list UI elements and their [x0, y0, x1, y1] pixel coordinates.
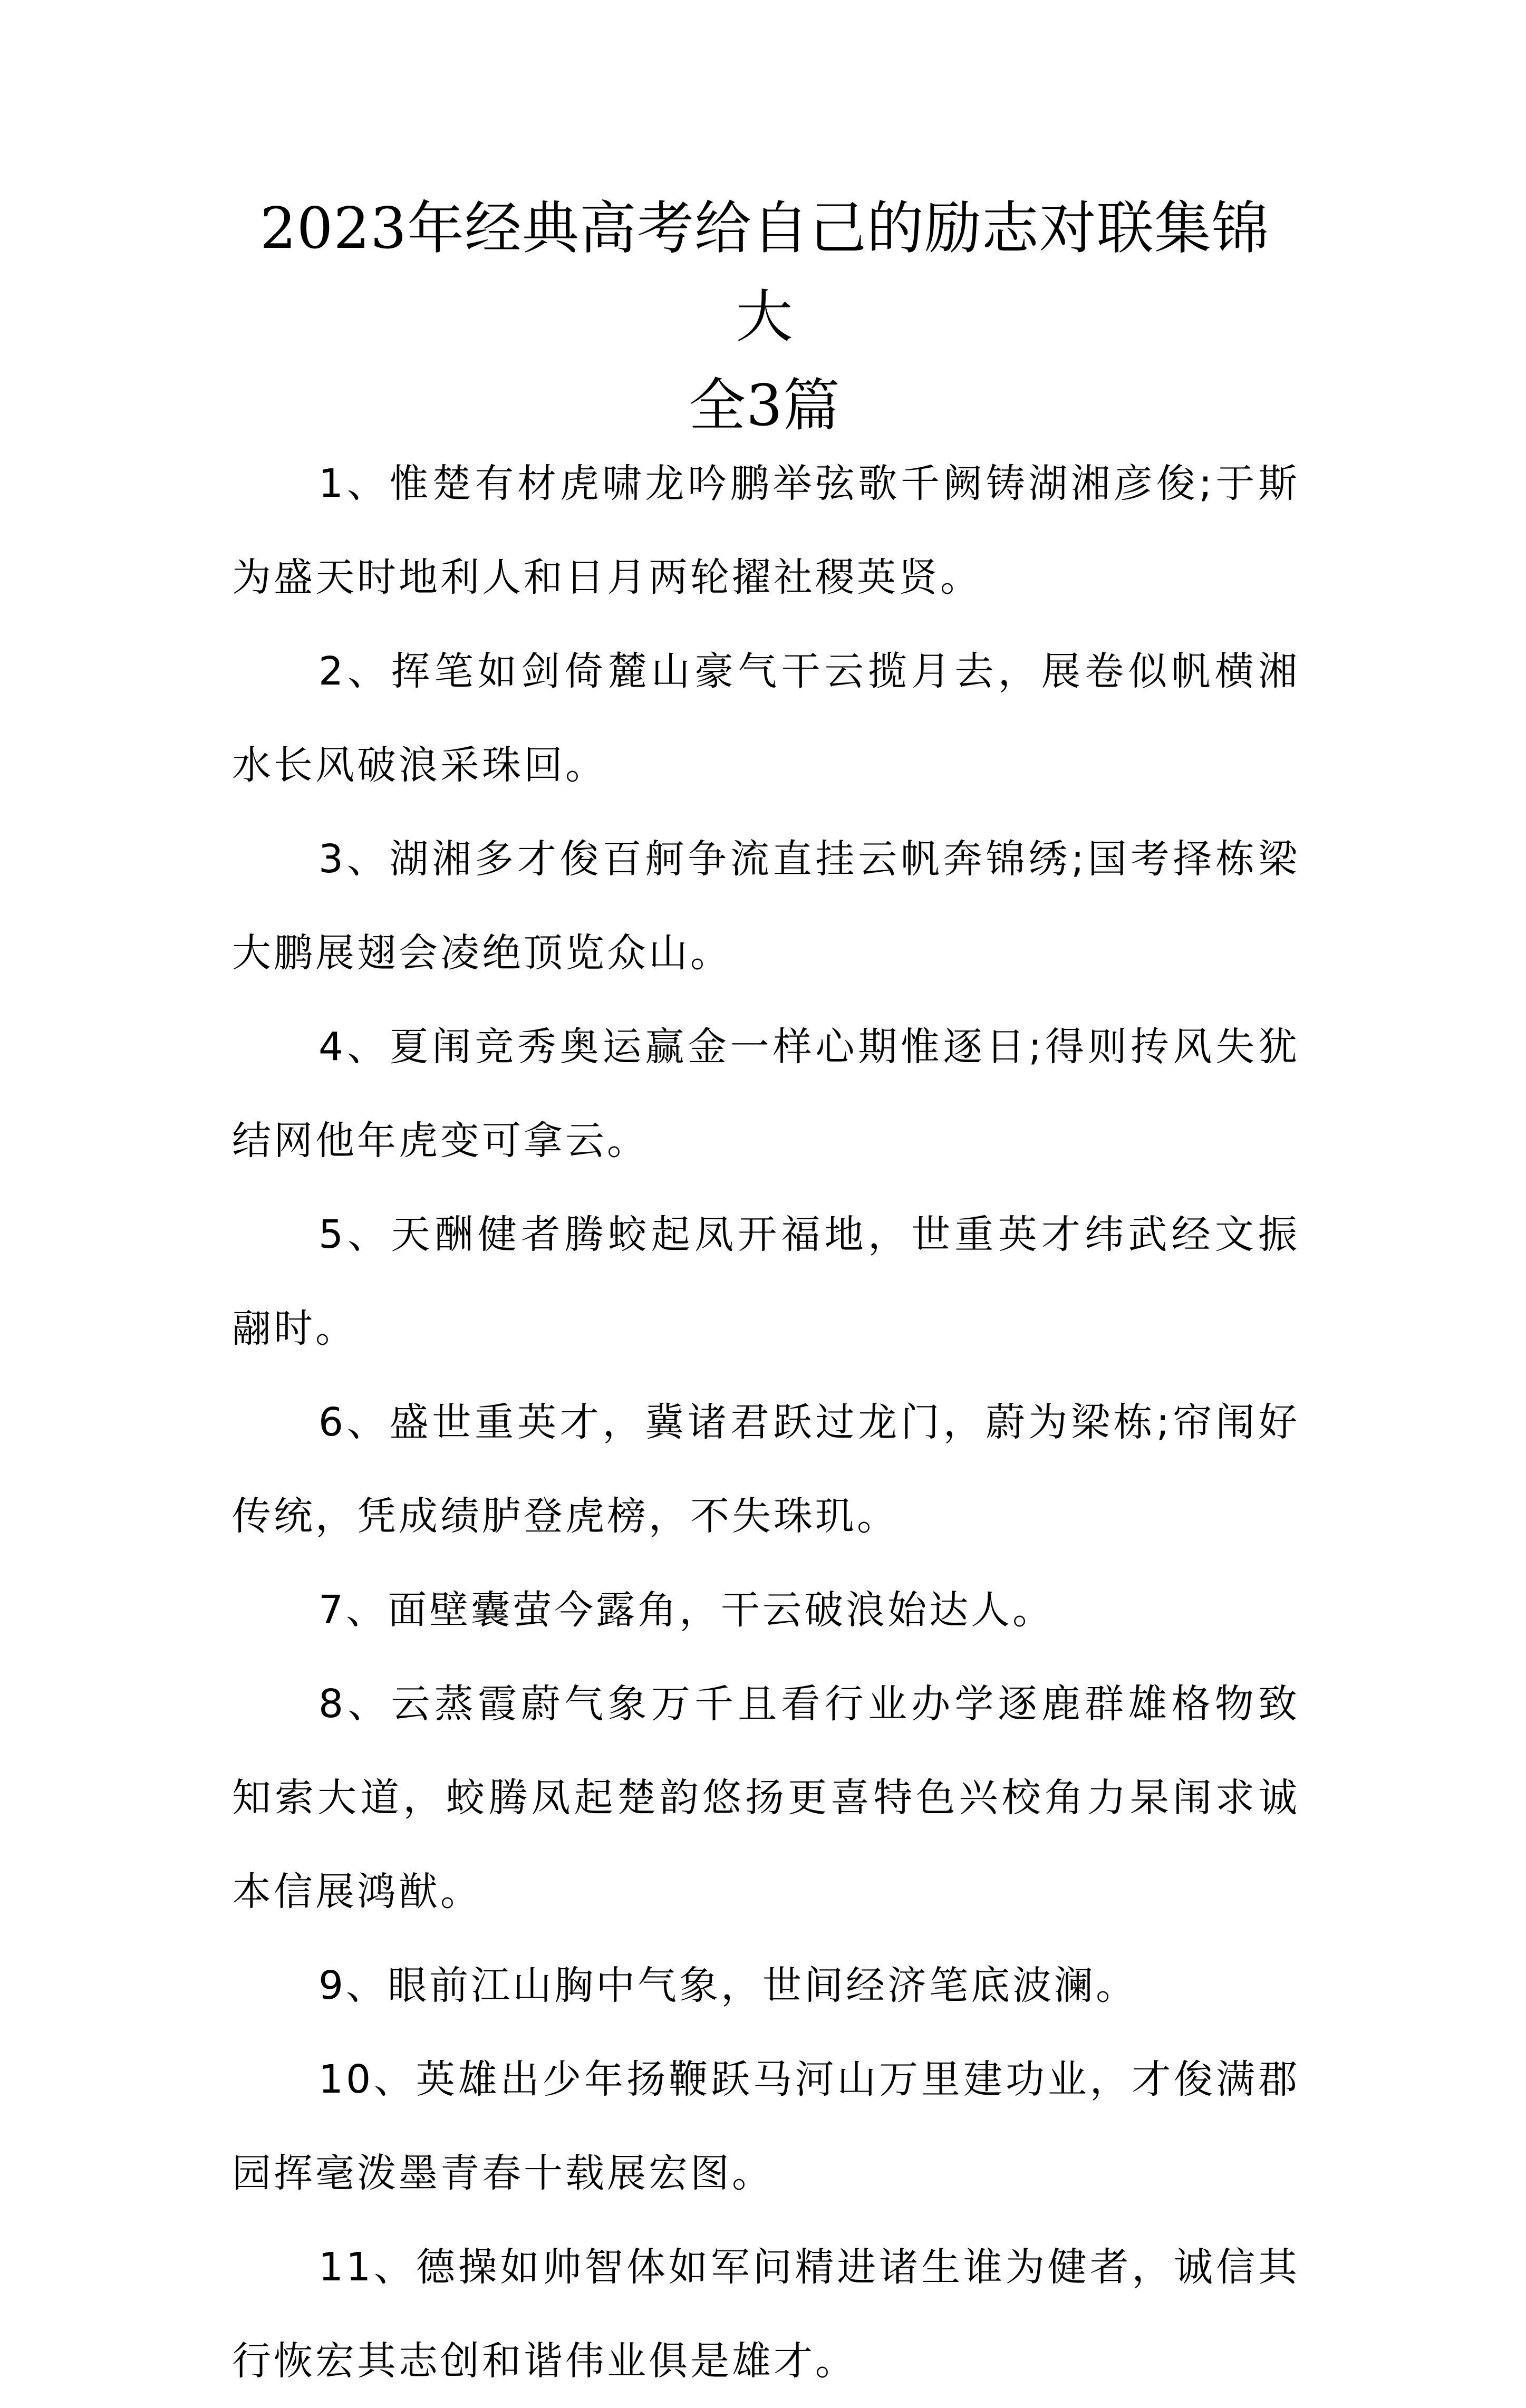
couplet-paragraph-4: 4、夏闱竞秀奥运赢金一样心期惟逐日;得则抟风失犹结网他年虎变可拿云。	[232, 1024, 1300, 1163]
title-line-2: 全3篇	[689, 373, 841, 439]
document-body	[232, 437, 1300, 2408]
couplet-paragraph-6: 6、盛世重英才，冀诸君跃过龙门，蔚为梁栋;帘闱好传统，凭成绩胪登虎榜，不失珠玑。	[232, 1400, 1300, 1539]
couplet-paragraph-5: 5、天酬健者腾蛟起凤开福地，世重英才纬武经文振翮时。	[232, 1212, 1300, 1351]
couplet-paragraph-1: 1、惟楚有材虎啸龙吟鹏举弦歌千阙铸湖湘彦俊;于斯为盛天时地利人和日月两轮擢社稷英贤。	[232, 461, 1300, 600]
couplet-paragraph-11: 11、德操如帅智体如军问精进诸生谁为健者，诚信其行恢宏其志创和谐伟业俱是雄才。	[232, 2245, 1300, 2384]
couplet-paragraph-9: 9、眼前江山胸中气象，世间经济笔底波澜。	[318, 1963, 1138, 2008]
document-title	[232, 185, 1297, 450]
title-line-1: 2023年经典高考给自己的励志对联集锦大	[260, 196, 1269, 350]
couplet-paragraph-7: 7、面壁囊萤今露角，干云破浪始达人。	[318, 1587, 1055, 1633]
couplet-paragraph-3: 3、湖湘多才俊百舸争流直挂云帆奔锦绣;国考择栋梁大鹏展翅会凌绝顶览众山。	[232, 836, 1300, 976]
couplet-paragraph-2: 2、挥笔如剑倚麓山豪气干云揽月去，展卷似帆横湘水长风破浪采珠回。	[232, 649, 1300, 788]
couplet-paragraph-8: 8、云蒸霞蔚气象万千且看行业办学逐鹿群雄格物致知索大道，蛟腾凤起楚韵悠扬更喜特色兴校角力杲闱求诚本信展鸿猷。	[232, 1681, 1300, 1914]
couplet-paragraph-10: 10、英雄出少年扬鞭跃马河山万里建功业，才俊满郡园挥毫泼墨青春十载展宏图。	[232, 2057, 1300, 2196]
